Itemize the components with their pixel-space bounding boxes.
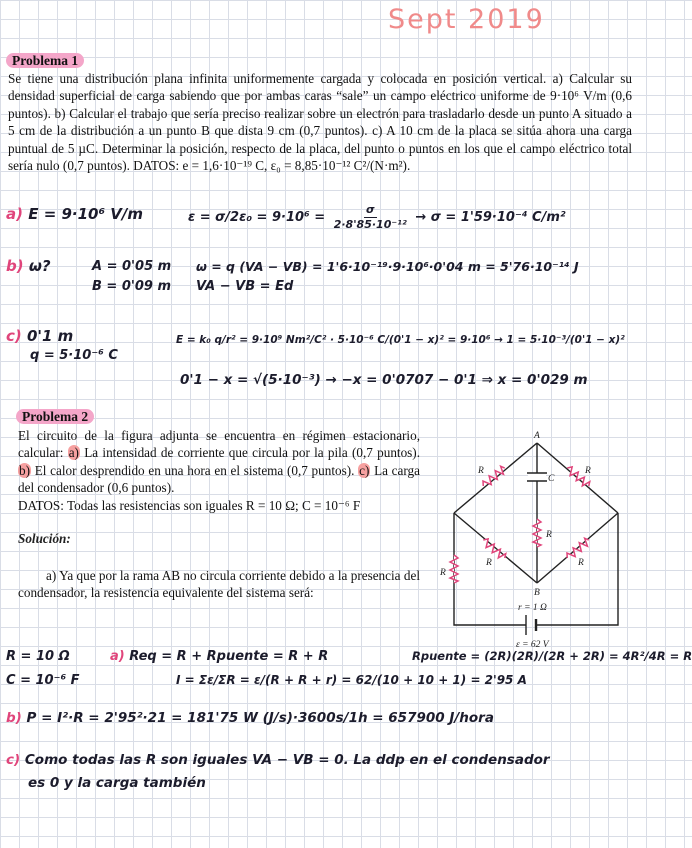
solution-a-text: a) Ya que por la rama AB no circula corriente debido a la presencia del condensador, la resistencia equivalente del sistema será: [18, 568, 420, 601]
hw1-a-den: 2·8'85·10⁻¹² [333, 218, 407, 231]
hw1-b-row [6, 257, 51, 275]
hw1-a-result: → σ = 1'59·10⁻⁴ C/m² [415, 210, 566, 225]
hw1-c-q: q = 5·10⁻⁶ C [30, 348, 118, 363]
label-emf: ε = 62 V [516, 640, 549, 650]
hw1-b-B: B = 0'09 m [92, 279, 172, 294]
problem1-text [8, 70, 632, 174]
label-r: r = 1 Ω [518, 603, 547, 613]
capacitor-gap [528, 473, 546, 481]
hw1-c-label: c) [6, 327, 22, 345]
problem1-statement: Se tiene una distribución plana infinita uniformemente cargada y colocada en posición vertical. a) Calcular su densidad superficial de carga sabiendo que por ambas caras “sale” un campo eléctrico uniforme de 9·10⁶ V/m (0,6 puntos). b) Calcular el trabajo que sería preciso realizar sobre un electrón para trasladarlo desde un punto A situado a 5 cm de la distribución a un punto B que dista 9 cm (0,7 puntos). c) A 10 cm de la placa se sitúa ahora una carga puntual de 5 µC. Determinar la posición, respecto de la placa, del punto o puntos en los que el campo eléctrico total sería nulo (0,7 puntos). [8, 71, 632, 174]
hw2-b-row [6, 710, 494, 726]
hw1-c-row [6, 327, 73, 345]
hw1-b-A: A = 0'05 m [92, 259, 172, 274]
problem2-mark-c: c) [359, 462, 370, 478]
hw1-b-equation: ω = q (VA − VB) = 1'6·10⁻¹⁹·9·10⁶·0'04 m = 5'76·10⁻¹⁴ J [196, 259, 579, 274]
date-note: Sept 2019 [388, 4, 545, 35]
hw1-a-equation [188, 203, 566, 232]
hw1-c-equation1: E = k₀ q/r² = 9·10⁹ Nm²/C² · 5·10⁻⁶ C/(0'1 − x)² = 9·10⁶ → 1 = 5·10⁻³/(0'1 − x)² [176, 334, 625, 346]
hw1-b-w: ω? [28, 257, 51, 275]
solution-heading: Solución: [18, 531, 71, 546]
wire-right-B [537, 513, 618, 583]
outer-left-wire [454, 513, 526, 625]
resistor-bottom-left [481, 537, 508, 561]
hw1-a-label: a) [6, 205, 23, 223]
problem1-datos: DATOS: e = 1,6·10⁻¹⁹ C, ε₀ = 8,85·10⁻¹² C²/(N·m²). [133, 158, 411, 174]
problem2-t3: El calor desprendido en una hora en el sistema (0,7 puntos). [31, 462, 355, 478]
label-R-outer: R [440, 568, 446, 578]
hw1-a-row [6, 205, 143, 223]
resistor-middle [533, 519, 541, 547]
label-B: B [534, 588, 540, 598]
label-C: C [548, 474, 555, 484]
problem2-datos: DATOS: Todas las resistencias son iguales R = 10 Ω; C = 10⁻⁶ F [18, 497, 361, 513]
label-R-middle: R [546, 530, 552, 540]
hw2-a-current: I = Σε/ΣR = ε/(R + R + r) = 62/(10 + 10 + 1) = 2'95 A [176, 673, 527, 687]
hw2-b-label: b) [6, 710, 22, 726]
label-A: A [534, 431, 540, 441]
problem2-title [16, 408, 94, 426]
hw2-a-row [110, 649, 328, 664]
problem2-t2: La intensidad de corriente que circula por la pila (0,7 puntos). [79, 445, 420, 461]
hw2-c-text1: Como todas las R son iguales VA − VB = 0. La ddp en el condensador [24, 752, 550, 768]
hw1-a-given: E = 9·10⁶ V/m [28, 205, 143, 223]
label-R-bottom-left: R [486, 558, 492, 568]
label-R-bottom-right: R [578, 558, 584, 568]
problem2-text [18, 427, 420, 514]
hw2-given-R: R = 10 Ω [6, 649, 70, 664]
problem1-title [6, 52, 84, 70]
hw1-a-fraction [332, 203, 409, 232]
circuit-diagram [420, 425, 642, 650]
problem2-mark-a: a) [68, 445, 79, 461]
label-R-top-left: R [478, 466, 484, 476]
hw1-b-equation2: VA − VB = Ed [196, 279, 294, 294]
label-R-top-right: R [585, 466, 591, 476]
hw2-c-row [6, 752, 550, 768]
resistor-top-left [481, 465, 508, 489]
problem2-title-label: Problema 2 [16, 409, 94, 424]
hw2-given-C: C = 10⁻⁶ F [6, 673, 80, 688]
hw2-a-req: Req = R + Rpuente = R + R [129, 649, 329, 664]
hw2-b-eq: P = I²·R = 2'95²·21 = 181'75 W (J/s)·3600s/1h = 657900 J/hora [26, 710, 494, 726]
hw1-a-eq-lhs: ε = σ/2ε₀ = 9·10⁶ = [188, 210, 326, 225]
problem2-t1: El circuito de la figura adjunta se encuentra en régimen estacionario, calcular: [18, 428, 420, 461]
problem2-mark-b: b) [19, 462, 30, 478]
hw2-c-label: c) [6, 752, 21, 768]
hw2-rpuente: Rpuente = (2R)(2R)/(2R + 2R) = 4R²/4R = R [412, 649, 692, 663]
wire-left-B [454, 513, 537, 583]
hw1-c-equation2: 0'1 − x = √(5·10⁻³) → −x = 0'0707 − 0'1 ⇒ x = 0'029 m [180, 372, 588, 388]
resistor-outer-left [450, 555, 458, 583]
hw2-c-text2: es 0 y la carga también [28, 775, 206, 791]
problem1-title-label: Problema 1 [6, 53, 84, 68]
hw2-a-label: a) [110, 649, 125, 664]
hw1-a-num: σ [365, 203, 375, 216]
hw1-c-d: 0'1 m [26, 327, 74, 345]
hw1-b-label: b) [6, 257, 24, 275]
problem2-t4: La carga del condensador (0,6 puntos). [18, 462, 420, 496]
